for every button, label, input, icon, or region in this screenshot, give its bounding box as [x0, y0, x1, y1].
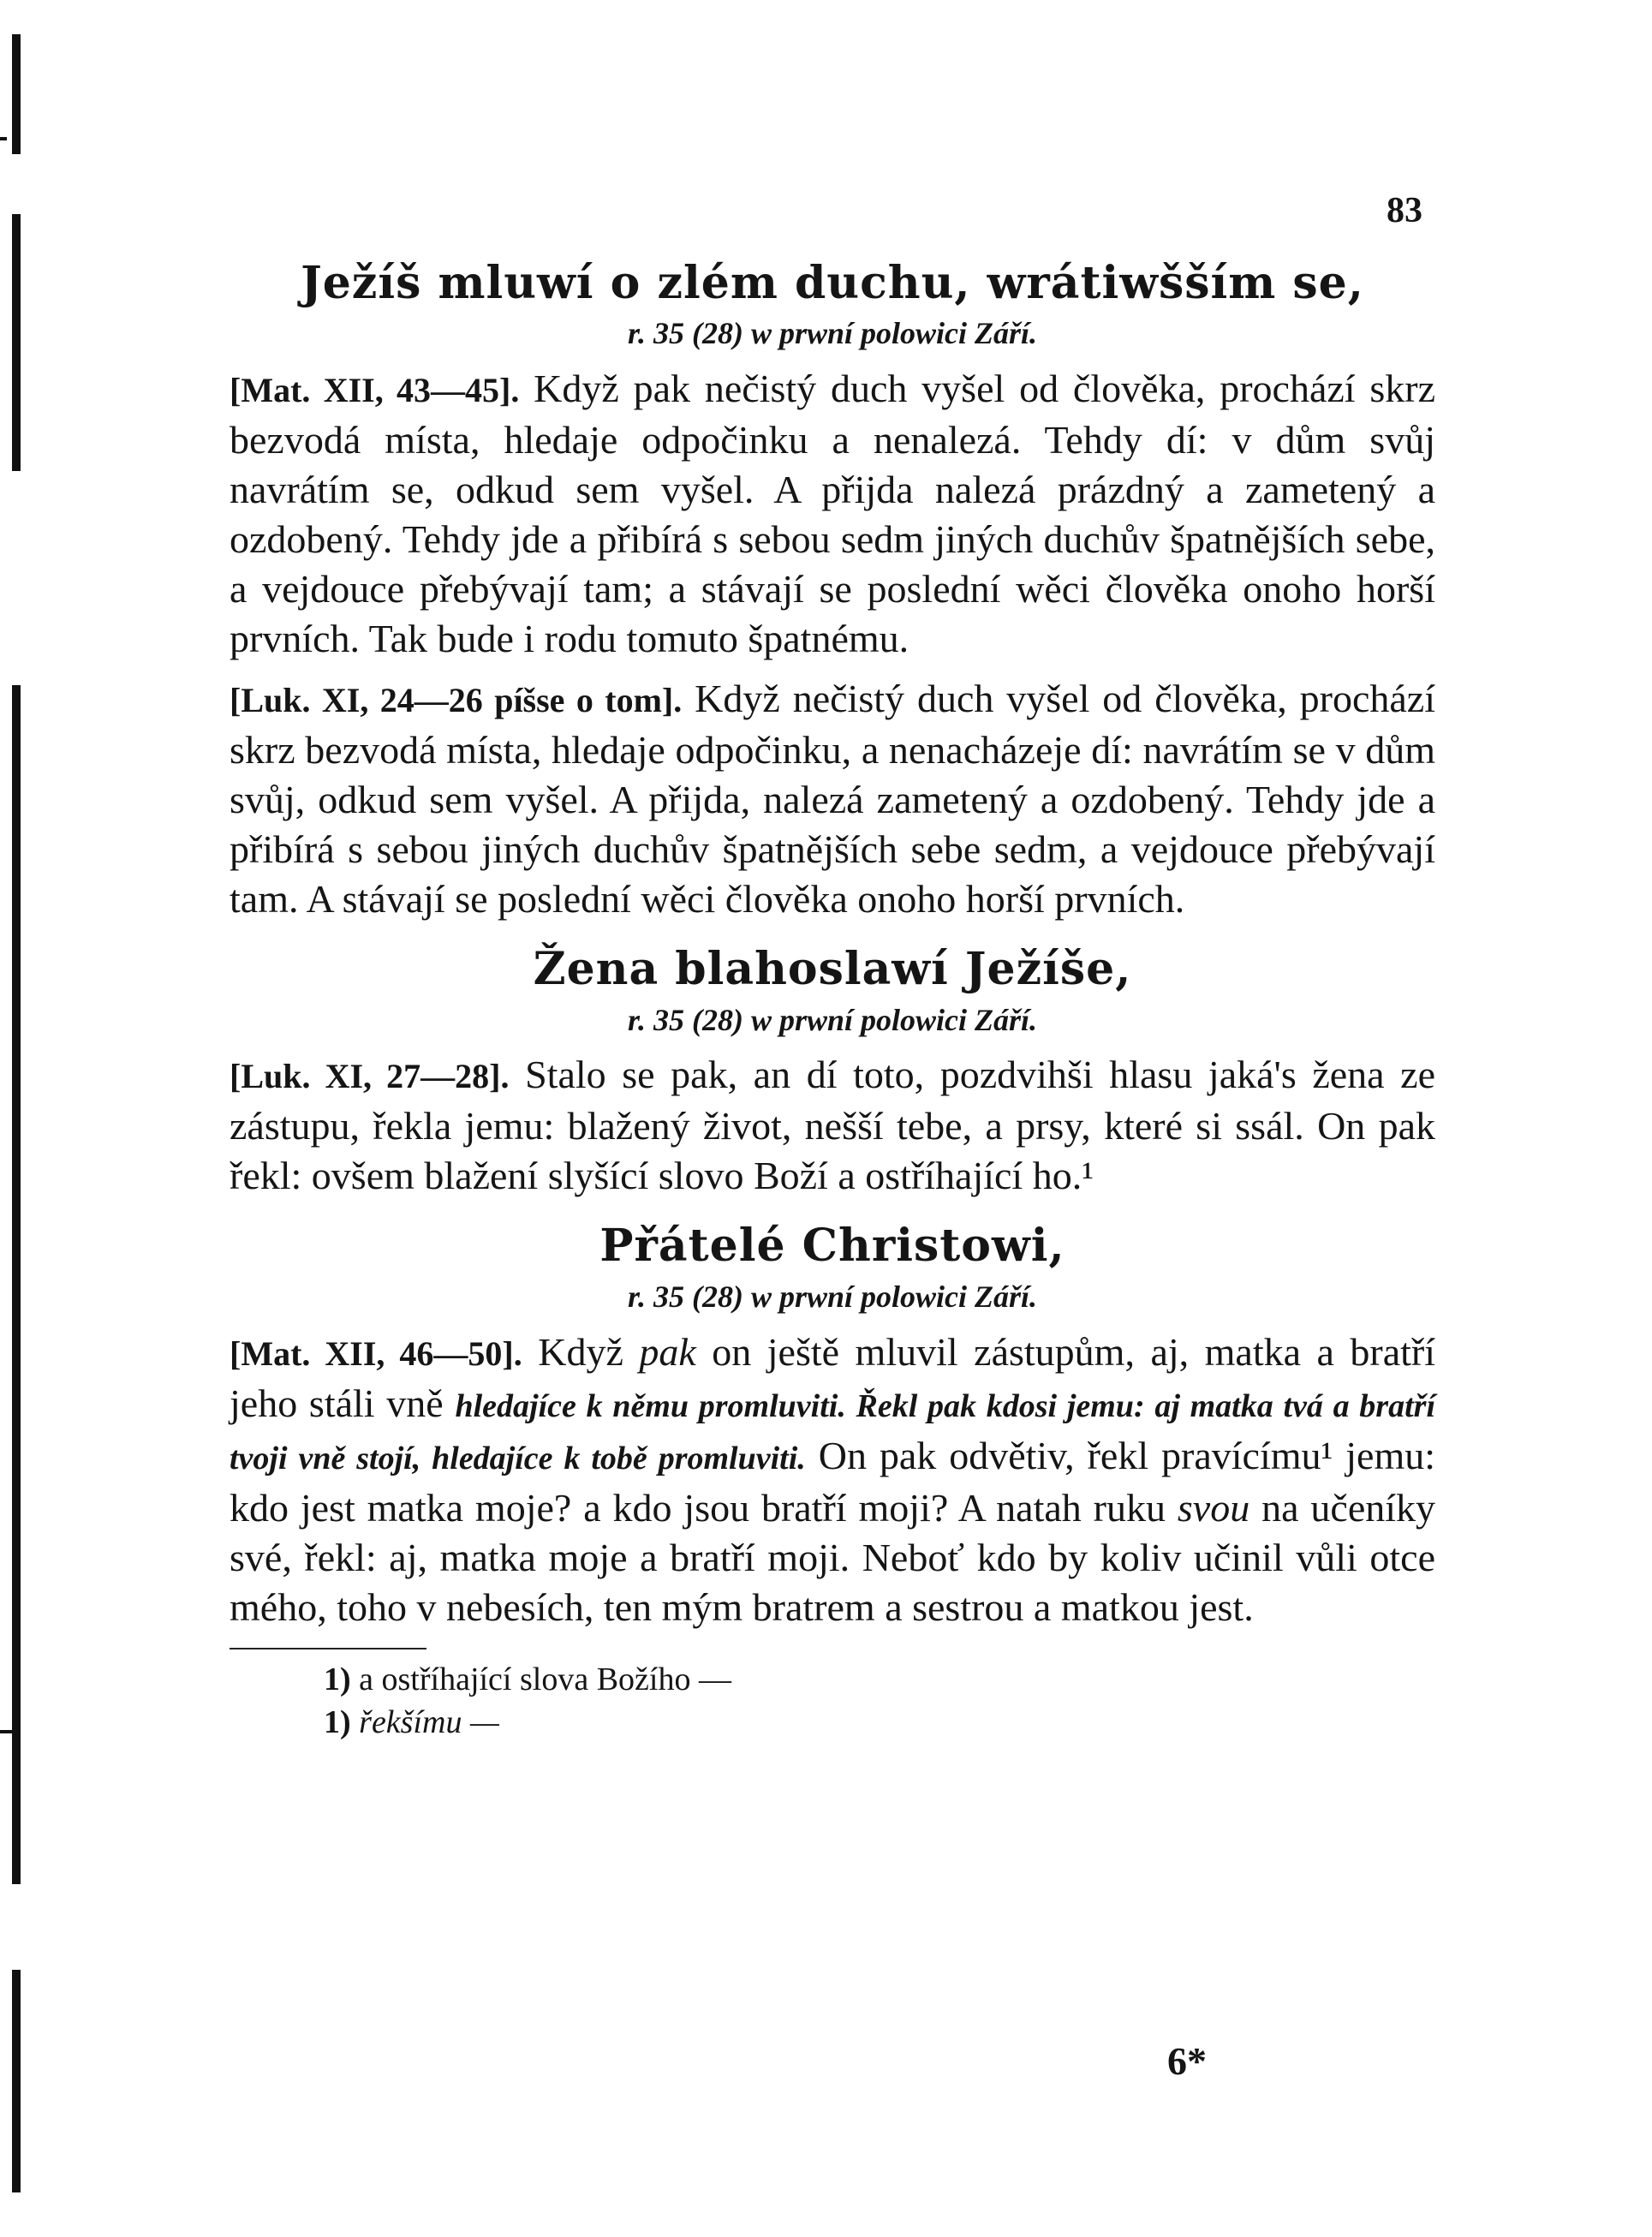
paragraph-text: Stalo se pak, an dí toto, pozdvihši hlasu jaká's žena ze zástupu, řekla jemu: blažený život, nešší tebe, a prsy, které si ssál. On pak řekl: ovšem blažení slyšící slovo Boží a ostříhající ho.¹ [230, 1053, 1436, 1198]
section-3-heading: Přátelé Christowi, [599, 1220, 1065, 1273]
section-1-paragraph-1 [230, 364, 1435, 664]
section-2 [230, 943, 1435, 1201]
page-number: 83 [1387, 191, 1422, 230]
footnote-mark: 1) [324, 1703, 351, 1740]
footnote-text: a ostříhající slova Božího — [359, 1661, 731, 1697]
paragraph-text: Když pak nečistý duch vyšel od člověka, prochází skrz bezvodá místa, hledaje odpočinku a nenalezá. Tehdy dí: v dům svůj navrátím se, odkud sem vyšel. A přijda nalezá prázdný a zametený a ozdobený. Tehdy jde a přibírá s sebou sedm jiných duchův špatnějších sebe, a vejdouce přebývají tam; a stávají se poslední wěci člověka onoho horší prvních. Tak bude i rodu tomuto špatnému. [230, 367, 1436, 661]
section-3 [230, 1220, 1435, 1632]
scripture-reference: [Mat. XII, 46—50]. [230, 1333, 522, 1373]
section-1 [230, 257, 1435, 924]
footnote [230, 1701, 1435, 1744]
scan-edge-tick [0, 1730, 14, 1733]
scripture-reference: [Luk. XI, 24—26 píšse o tom]. [230, 681, 683, 720]
scan-edge-line [12, 685, 21, 1884]
section-3-subheading: r. 35 (28) w prwní polowici Září. [627, 1279, 1038, 1314]
paragraph-text: on ještě mluvil zástupům, aj, matka a bratří jeho stáli vně [230, 1329, 1436, 1425]
section-2-heading: Žena blahoslawí Ježíše, [533, 943, 1132, 996]
signature-mark: 6* [1167, 2039, 1207, 2083]
section-1-subheading: r. 35 (28) w prwní polowici Září. [627, 316, 1038, 351]
section-2-subheading: r. 35 (28) w prwní polowici Září. [627, 1002, 1038, 1037]
footnote-text: řekšímu — [359, 1703, 499, 1740]
paragraph-text: Když [538, 1329, 623, 1374]
scripture-reference: [Luk. XI, 27—28]. [230, 1057, 510, 1096]
footnotes [230, 1658, 1435, 1744]
paragraph-text: On pak odvětiv, řekl pravícímu¹ jemu: kdo jest matka moje? a kdo jsou bratří moji? A natah ruku [230, 1433, 1435, 1530]
paragraph-text-italic: svou [1177, 1485, 1250, 1530]
scan-edge-line [12, 1970, 21, 2192]
footnote [230, 1658, 1435, 1701]
scan-edge-line [12, 34, 21, 154]
scan-edge [0, 0, 33, 2237]
scan-edge-line [12, 214, 21, 471]
scan-edge-tick [0, 137, 7, 140]
section-2-paragraph-1 [230, 1050, 1435, 1201]
paragraph-text-italic: pak [639, 1329, 696, 1374]
scripture-reference: [Mat. XII, 43—45]. [230, 371, 520, 410]
footnote-mark: 1) [324, 1661, 351, 1697]
footnote-rule [230, 1648, 426, 1649]
section-3-paragraph-1 [230, 1327, 1435, 1632]
page-content [230, 180, 1435, 1744]
paragraph-text: Když nečistý duch vyšel od člověka, prochází skrz bezvodá místa, hledaje odpočinku, a nenacházeje dí: navrátím se v dům svůj, odkud sem vyšel. A přijda, nalezá zametený a ozdobený. Tehdy jde a přibírá s sebou jiných duchův špatnějších sebe sedm, a vejdouce přebývají tam. A stávají se poslední wěci člověka onoho horší prvních. [230, 677, 1436, 922]
section-1-heading: Ježíš mluwí o zlém duchu, wrátiwšším se, [301, 257, 1364, 309]
paragraph-text: na učeníky své, řekl: aj, matka moje a bratří moji. Neboť kdo by koliv učinil vůli otce mého, toho v nebesích, ten mým bratrem a sestrou a matkou jest. [230, 1485, 1436, 1629]
section-1-paragraph-2 [230, 674, 1435, 924]
paragraph-text-added: hledajíce k němu promluviti. Řekl pak kdosi jemu: aj matka tvá a bratří tvoji vně stojí, hledajíce k tobě promluviti. [230, 1387, 1436, 1476]
